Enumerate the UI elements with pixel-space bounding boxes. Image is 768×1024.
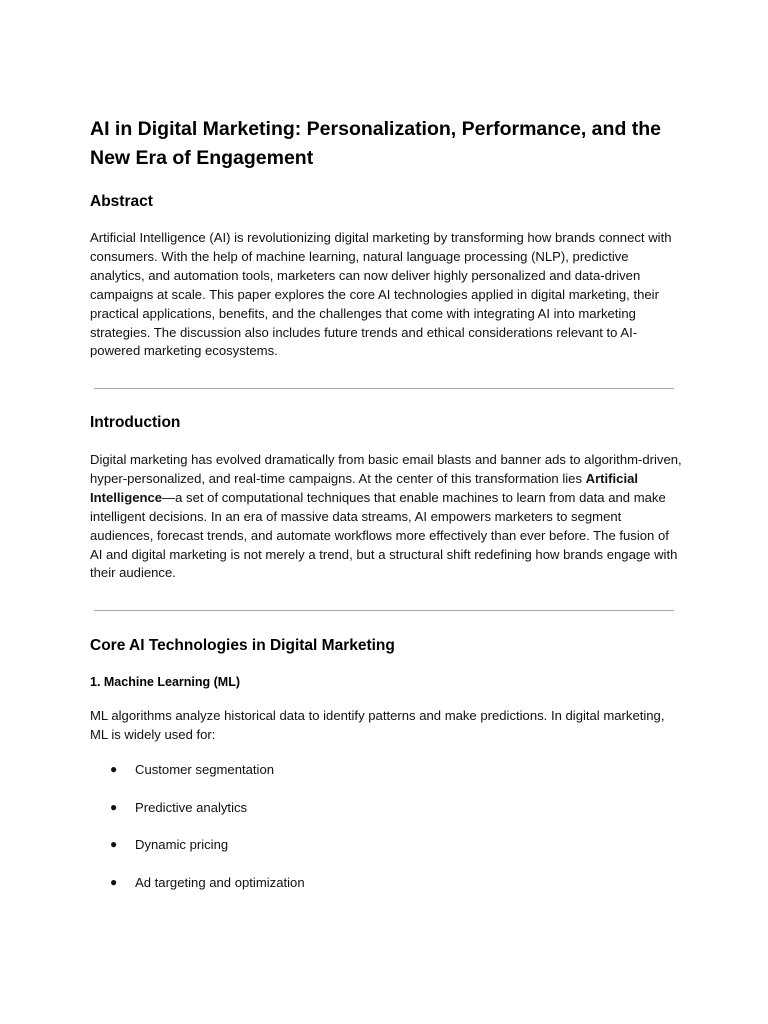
bullet-icon: ● — [110, 874, 118, 889]
section-divider — [94, 610, 674, 611]
bullet-icon: ● — [110, 762, 118, 776]
list-item-text: Customer segmentation — [135, 762, 275, 777]
introduction-emphasis: Artificial Intelligence — [90, 470, 639, 505]
core-technologies-heading: Core AI Technologies in Digital Marketing — [90, 637, 395, 654]
bullet-icon: ● — [110, 837, 118, 851]
bullet-icon: ● — [110, 799, 118, 814]
introduction-text-end: —a set of computational techniques that enable machines to learn from data and make intelligent decisions. In an era of massive data streams, AI empowers marketers to segment audiences, forecast trends, and automate workflows more effectively than ever before. The fusion of AI and digital marketing is not merely a trend, but a structural shift redefining how brands engage with their audience. — [90, 489, 678, 581]
list-item-text: Ad targeting and optimization — [135, 874, 305, 890]
introduction-heading: Introduction — [90, 414, 181, 431]
machine-learning-paragraph: ML algorithms analyze historical data to identify patterns and make predictions. In digital marketing, ML is widely used for: — [90, 708, 665, 742]
introduction-paragraph — [90, 451, 682, 583]
document-title: AI in Digital Marketing: Personalization, Performance, and the New Era of Engagement — [90, 118, 662, 169]
machine-learning-subheading: 1. Machine Learning (ML) — [90, 675, 241, 689]
abstract-heading: Abstract — [90, 193, 153, 210]
list-item-text: Predictive analytics — [135, 799, 248, 815]
introduction-text-start: Digital marketing has evolved dramatically from basic email blasts and banner ads to algorithm-driven, hyper-personalized, and real-time campaigns. At the center of this transformation lies — [90, 452, 682, 486]
section-divider — [94, 388, 674, 389]
abstract-paragraph: Artificial Intelligence (AI) is revolutionizing digital marketing by transforming how brands connect with consumers. With the help of machine learning, natural language processing (NLP), predictive analytics, and automation tools, marketers can now deliver highly personalized and data-driven campaigns at scale. This paper explores the core AI technologies applied in digital marketing, their practical applications, benefits, and the challenges that come with integrating AI into marketing strategies. The discussion also includes future trends and ethical considerations relevant to AI-powered marketing ecosystems. — [90, 230, 672, 359]
list-item-text: Dynamic pricing — [135, 837, 229, 852]
